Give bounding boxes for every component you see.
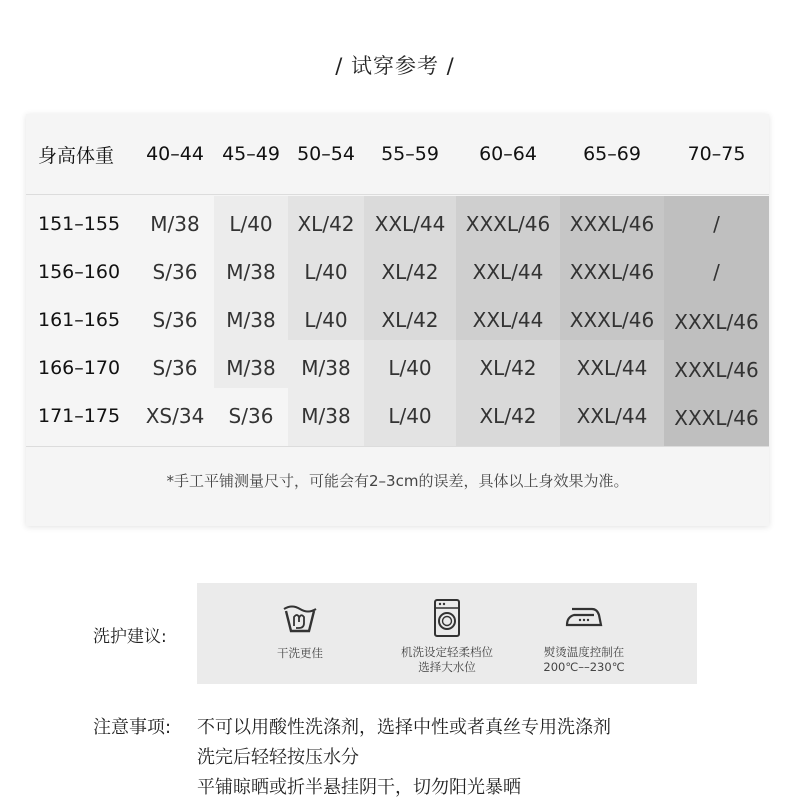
size-cell: XXXL/46 — [569, 260, 655, 284]
header-col: 70–75 — [687, 143, 746, 165]
size-cell: M/38 — [301, 356, 351, 380]
header-col: 40–44 — [146, 143, 204, 165]
size-cell: M/38 — [226, 260, 276, 284]
page-title: / 试穿参考 / — [335, 54, 455, 78]
header-col: 55–59 — [381, 143, 439, 165]
size-cell: M/38 — [150, 212, 200, 236]
size-cell: XXL/44 — [472, 308, 544, 332]
size-cell: S/36 — [152, 308, 198, 332]
care-item-dry-clean — [230, 583, 370, 684]
header-col: 60–64 — [479, 143, 537, 165]
size-cell: M/38 — [301, 404, 351, 428]
size-cell: / — [713, 260, 720, 284]
header-height-weight: 身高体重 — [38, 144, 115, 167]
notice-label: 注意事项: — [93, 717, 172, 738]
size-cell: L/40 — [388, 404, 432, 428]
row-label: 166–170 — [38, 357, 121, 379]
header-col: 50–54 — [297, 143, 355, 165]
measurement-note: *手工平铺测量尺寸，可能会有2–3cm的误差，具体以上身效果为准。 — [166, 472, 629, 490]
care-item-machine-wash — [377, 583, 517, 684]
size-cell: XXXL/46 — [674, 358, 759, 382]
size-cell: XL/42 — [297, 212, 355, 236]
size-cell: XS/34 — [145, 404, 205, 428]
table-header — [26, 114, 769, 195]
notice-line: 洗完后轻轻按压水分 — [197, 747, 359, 768]
size-cell: XXXL/46 — [569, 212, 655, 236]
size-cell: S/36 — [152, 260, 198, 284]
size-cell: / — [713, 212, 720, 236]
size-cell: L/40 — [229, 212, 273, 236]
size-cell: XL/42 — [479, 404, 537, 428]
care-text: 熨烫温度控制在 — [543, 645, 625, 659]
size-cell: XL/42 — [381, 308, 439, 332]
care-text: 200℃––230℃ — [543, 660, 625, 674]
divider — [26, 446, 769, 447]
care-panel — [197, 583, 697, 684]
notice-line: 不可以用酸性洗涤剂，选择中性或者真丝专用洗涤剂 — [197, 717, 611, 738]
notice-lines — [197, 713, 611, 803]
size-cell: XXL/44 — [472, 260, 544, 284]
care-label: 洗护建议: — [93, 627, 167, 647]
care-text: 选择大水位 — [418, 660, 476, 674]
size-cell: XXL/44 — [374, 212, 446, 236]
size-cell: XL/42 — [479, 356, 537, 380]
size-cell: M/38 — [226, 356, 276, 380]
size-cell: XXXL/46 — [569, 308, 655, 332]
size-cell: L/40 — [388, 356, 432, 380]
care-text: 机洗设定轻柔档位 — [401, 645, 493, 659]
header-col: 65–69 — [583, 143, 641, 165]
size-cell: XXXL/46 — [674, 406, 759, 430]
size-cell: XXXL/46 — [674, 310, 759, 334]
size-cell: L/40 — [304, 260, 348, 284]
size-cell: XXXL/46 — [465, 212, 551, 236]
size-cell: XXL/44 — [576, 404, 648, 428]
row-label: 151–155 — [38, 213, 121, 235]
notice-line: 平铺晾晒或折半悬挂阴干，切勿阳光暴晒 — [197, 777, 521, 798]
row-label: 156–160 — [38, 261, 121, 283]
header-col: 45–49 — [222, 143, 280, 165]
size-cell: XXL/44 — [576, 356, 648, 380]
size-cell: L/40 — [304, 308, 348, 332]
care-text: 干洗更佳 — [277, 646, 323, 660]
row-label: 161–165 — [38, 309, 121, 331]
size-cell: S/36 — [152, 356, 198, 380]
size-cell: S/36 — [228, 404, 274, 428]
size-cell: M/38 — [226, 308, 276, 332]
care-item-iron — [514, 583, 654, 684]
row-label: 171–175 — [38, 405, 121, 427]
size-cell: XL/42 — [381, 260, 439, 284]
size-chart-card — [26, 114, 769, 526]
